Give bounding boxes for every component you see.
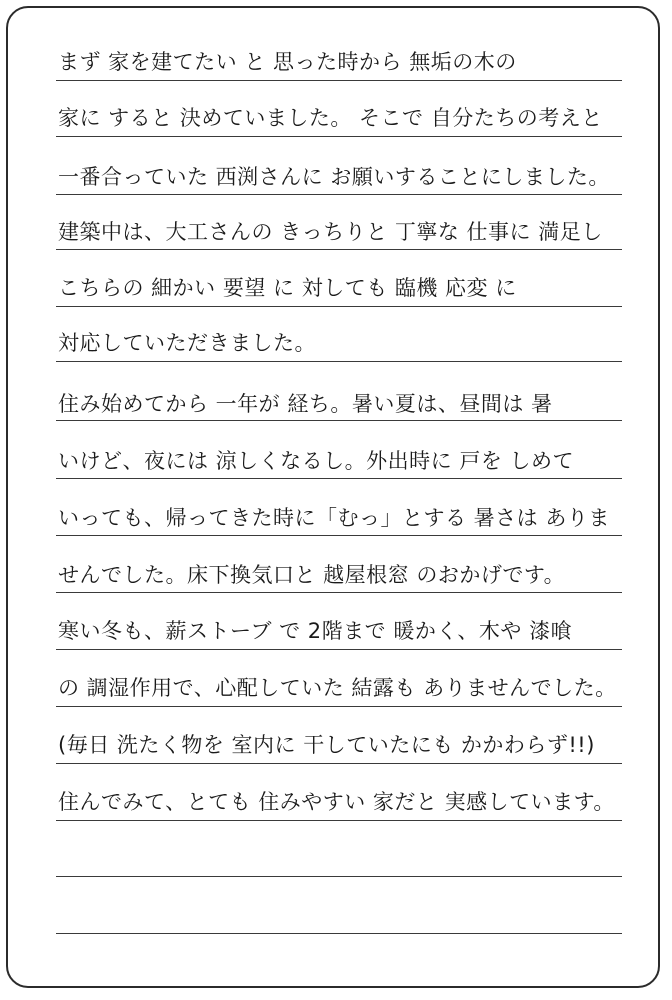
ruled-line (56, 592, 622, 593)
ruled-line (56, 535, 622, 536)
letter-line-12: の 調湿作用で、心配していた 結露も ありませんでした。 (58, 676, 617, 700)
ruled-line (56, 933, 622, 934)
ruled-line (56, 249, 622, 250)
letter-line-14: 住んでみて、とても 住みやすい 家だと 実感しています。 (58, 790, 615, 814)
ruled-line (56, 80, 622, 81)
letter-line-8: いけど、夜には 涼しくなるし。外出時に 戸を しめて (58, 449, 575, 473)
ruled-line (56, 706, 622, 707)
ruled-line (56, 876, 622, 877)
letter-card (6, 6, 660, 988)
ruled-line (56, 306, 622, 307)
ruled-line (56, 361, 622, 362)
letter-line-11: 寒い冬も、薪ストーブ で 2階まで 暖かく、木や 漆喰 (58, 619, 573, 643)
letter-line-6: 対応していただきました。 (58, 331, 316, 355)
ruled-line (56, 194, 622, 195)
letter-line-10: せんでした。床下換気口と 越屋根窓 のおかげです。 (58, 563, 566, 587)
letter-line-3: 一番合っていた 西渕さんに お願いすることにしました。 (58, 165, 610, 189)
letter-line-9: いっても、帰ってきた時に「むっ」とする 暑さは ありま (58, 506, 610, 530)
letter-line-5: こちらの 細かい 要望 に 対しても 臨機 応変 に (58, 276, 517, 300)
ruled-line (56, 420, 622, 421)
letter-line-1: まず 家を建てたい と 思った時から 無垢の木の (58, 50, 517, 74)
letter-line-7: 住み始めてから 一年が 経ち。暑い夏は、昼間は 暑 (58, 392, 553, 416)
letter-line-4: 建築中は、大工さんの きっちりと 丁寧な 仕事に 満足し (58, 220, 603, 244)
ruled-line (56, 763, 622, 764)
ruled-line (56, 820, 622, 821)
ruled-line (56, 136, 622, 137)
ruled-line (56, 478, 622, 479)
ruled-line (56, 649, 622, 650)
letter-line-2: 家に すると 決めていました。 そこで 自分たちの考えと (58, 106, 603, 130)
letter-line-13: (毎日 洗たく物を 室内に 干していたにも かかわらず!!) (58, 733, 595, 757)
